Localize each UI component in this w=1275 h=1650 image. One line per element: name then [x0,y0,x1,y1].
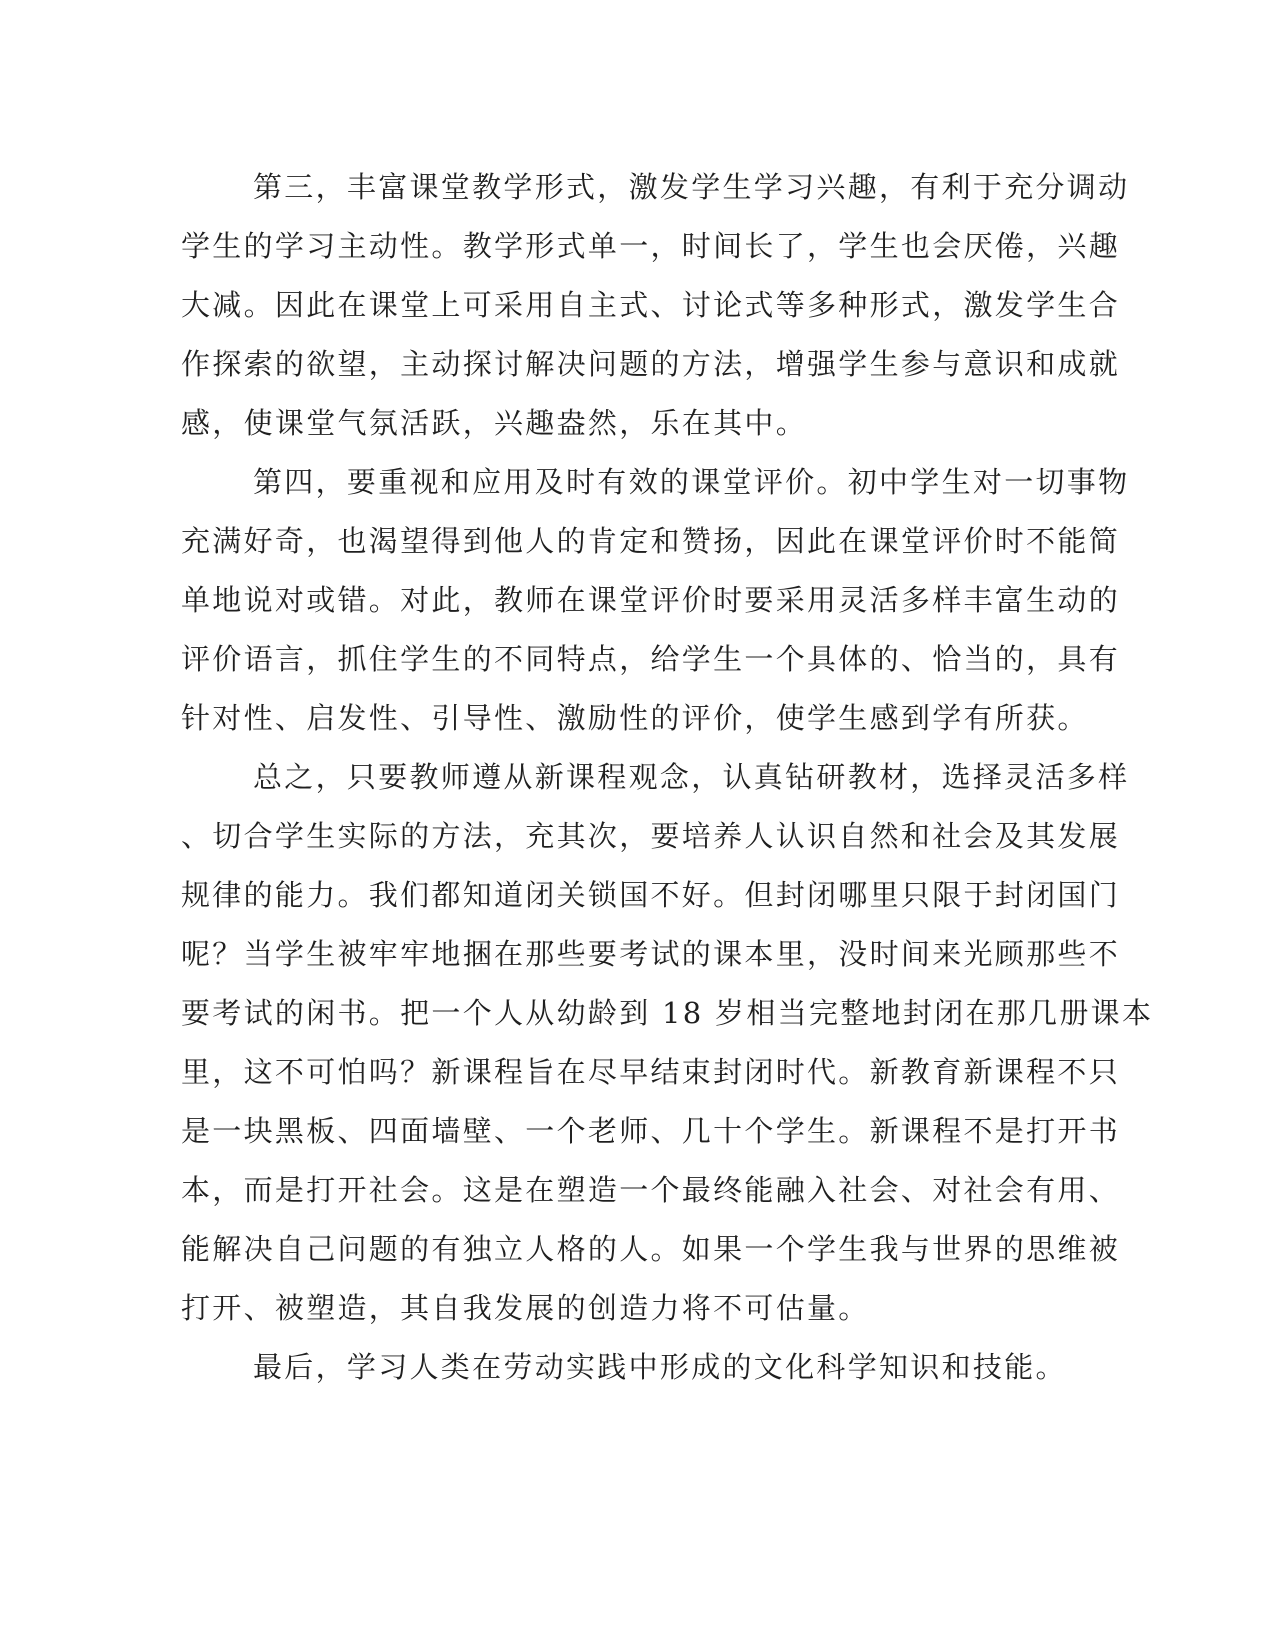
paragraph-4-line-1: 最后，学习人类在劳动实践中形成的文化科学知识和技能。 [253,1350,1067,1384]
document-body [181,158,1154,1397]
paragraph-3-line-1: 总之，只要教师遵从新课程观念，认真钻研教材，选择灵活多样 [253,760,1130,794]
paragraph-1-line-1: 第三，丰富课堂教学形式，激发学生学习兴趣，有利于充分调动 [253,170,1130,204]
paragraph-3-line-2: 、切合学生实际的方法，充其次，要培养人认识自然和社会及其发展 [181,819,1121,853]
paragraph-3-line-3: 规律的能力。我们都知道闭关锁国不好。但封闭哪里只限于封闭国门 [181,878,1121,912]
paragraph-1-line-2: 学生的学习主动性。教学形式单一，时间长了，学生也会厌倦，兴趣 [181,229,1121,263]
paragraph-2-line-4: 评价语言，抓住学生的不同特点，给学生一个具体的、恰当的，具有 [181,642,1121,676]
paragraph-3-line-6: 里，这不可怕吗？新课程旨在尽早结束封闭时代。新教育新课程不只 [181,1055,1121,1089]
paragraph-1-line-5: 感，使课堂气氛活跃，兴趣盎然，乐在其中。 [181,406,808,440]
paragraph-1-line-4: 作探索的欲望，主动探讨解决问题的方法，增强学生参与意识和成就 [181,347,1121,381]
paragraph-2-line-2: 充满好奇，也渴望得到他人的肯定和赞扬，因此在课堂评价时不能简 [181,524,1121,558]
paragraph-2-line-5: 针对性、启发性、引导性、激励性的评价，使学生感到学有所获。 [181,701,1089,735]
paragraph-3-line-7: 是一块黑板、四面墙壁、一个老师、几十个学生。新课程不是打开书 [181,1114,1121,1148]
paragraph-3-line-9: 能解决自己问题的有独立人格的人。如果一个学生我与世界的思维被 [181,1232,1121,1266]
paragraph-3-line-5: 要考试的闲书。把一个人从幼龄到 18 岁相当完整地封闭在那几册课本 [181,996,1154,1030]
paragraph-1-line-3: 大减。因此在课堂上可采用自主式、讨论式等多种形式，激发学生合 [181,288,1121,322]
paragraph-3-line-10: 打开、被塑造，其自我发展的创造力将不可估量。 [181,1291,870,1325]
paragraph-3-line-8: 本，而是打开社会。这是在塑造一个最终能融入社会、对社会有用、 [181,1173,1121,1207]
paragraph-3-line-4: 呢？当学生被牢牢地捆在那些要考试的课本里，没时间来光顾那些不 [181,937,1121,971]
paragraph-2-line-1: 第四，要重视和应用及时有效的课堂评价。初中学生对一切事物 [253,465,1130,499]
paragraph-2-line-3: 单地说对或错。对此，教师在课堂评价时要采用灵活多样丰富生动的 [181,583,1121,617]
